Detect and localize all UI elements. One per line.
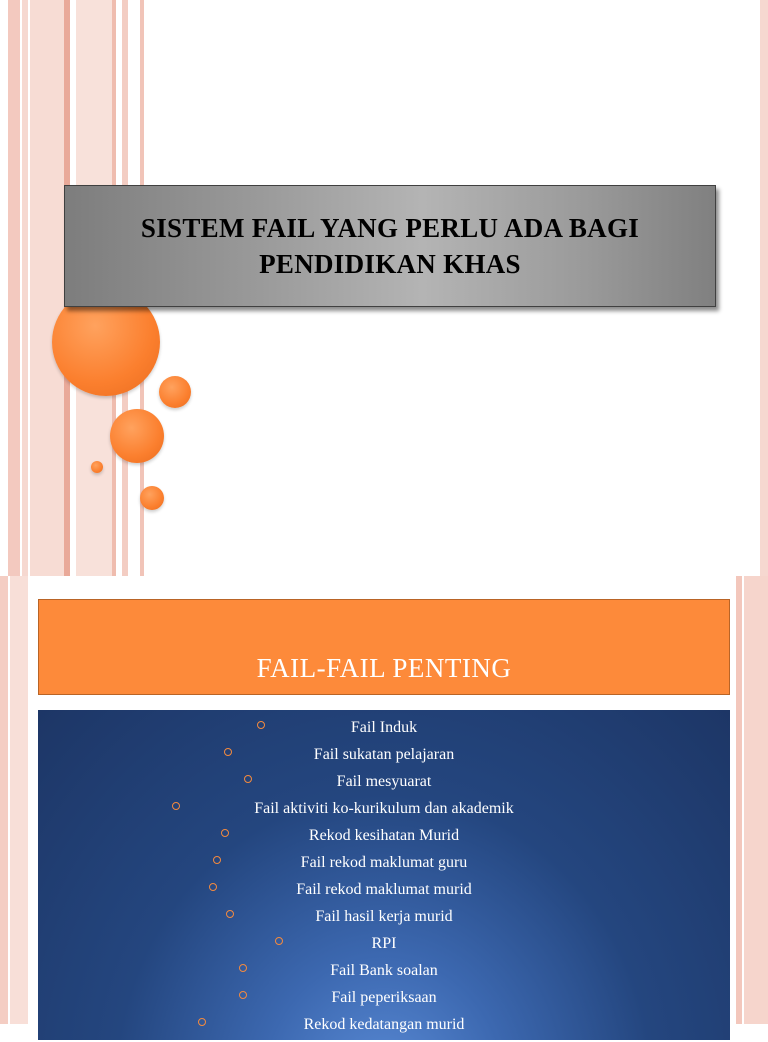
list-item-text: Fail rekod maklumat murid (296, 881, 472, 898)
list-item-text: Fail sukatan pelajaran (313, 746, 455, 763)
decorative-circle (91, 461, 103, 473)
decorative-stripe (10, 576, 28, 1024)
list-item-text: Rekod kedatangan murid (303, 1016, 465, 1033)
list-item-text: RPI (371, 935, 397, 952)
decorative-stripe (30, 0, 64, 576)
list-item (38, 1015, 730, 1042)
title-line-1: SISTEM FAIL YANG PERLU ADA BAGI (140, 213, 640, 243)
list-item (38, 826, 730, 853)
list-item-text: Fail Bank soalan (330, 962, 438, 979)
section-heading: FAIL-FAIL PENTING (256, 653, 512, 683)
list-item (38, 745, 730, 772)
decorative-circle (159, 376, 191, 408)
list-item (38, 799, 730, 826)
list-item (38, 772, 730, 799)
decorative-stripe (744, 576, 768, 1024)
list-item-text: Fail rekod maklumat guru (300, 854, 468, 871)
decorative-circle (140, 486, 164, 510)
decorative-stripe (22, 0, 28, 576)
list-item (38, 880, 730, 907)
file-list (38, 710, 730, 1040)
decorative-circle (110, 409, 164, 463)
list-item-text: Fail Induk (350, 719, 418, 736)
list-item (38, 853, 730, 880)
list-item-text: Fail hasil kerja murid (315, 908, 453, 925)
slide-2 (0, 576, 768, 1033)
list-item (38, 718, 730, 745)
title-line-2: PENDIDIKAN KHAS (259, 249, 521, 279)
slide-title (141, 210, 639, 282)
section-header (38, 599, 730, 695)
list-item-text: Fail aktiviti ko-kurikulum dan akademik (254, 800, 514, 817)
decorative-stripe (760, 0, 768, 576)
list-item (38, 934, 730, 961)
decorative-stripe (0, 576, 8, 1024)
decorative-stripe (736, 576, 742, 1024)
list-item-text: Fail mesyuarat (336, 773, 432, 790)
title-box (64, 185, 716, 307)
list-item (38, 907, 730, 934)
list-item-text: Fail peperiksaan (331, 989, 437, 1006)
list-item-text: Rekod kesihatan Murid (308, 827, 460, 844)
list-item (38, 988, 730, 1015)
list-item (38, 961, 730, 988)
decorative-stripe (8, 0, 20, 576)
